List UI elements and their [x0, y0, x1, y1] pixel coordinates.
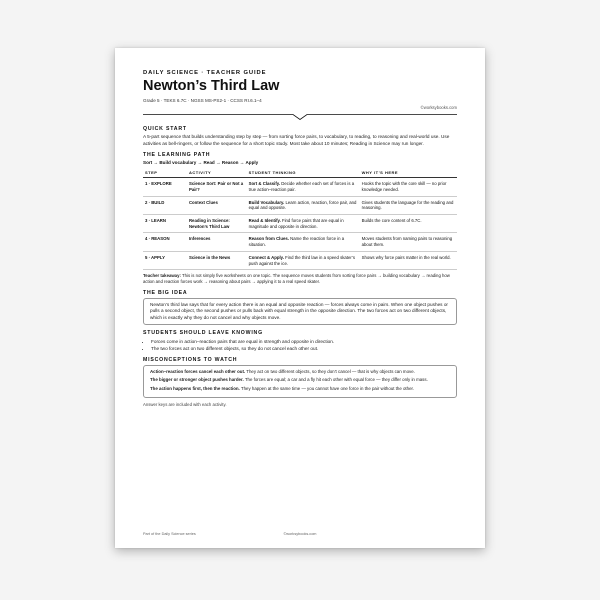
- misconception-item: [150, 386, 450, 392]
- thinking-lead: Connect & Apply.: [248, 254, 284, 260]
- misconception-item: [150, 369, 450, 375]
- step-cell: 5 · APPLY: [143, 251, 187, 269]
- big-idea-text: Newton’s third law says that for every action there is an equal and opposite reaction — forces always come in pairs. When one object pushes or pulls a second object, the second pushes or pulls back with equal strength in the opposite direction. The two forces act on two different objects, which is exactly why they do not cancel and why objects move.: [150, 301, 448, 320]
- column-header: ACTIVITY: [187, 168, 247, 178]
- misconception-correction: The forces are equal; a car and a fly hit each other with equal force — they differ only in mass.: [243, 377, 428, 383]
- thinking-text: Decide whether each set of forces is a true action–reaction pair.: [248, 181, 355, 192]
- misconception-claim: The action happens first, then the reaction.: [150, 385, 240, 391]
- should-know-list: [143, 338, 457, 352]
- thinking-lead: Build Vocabulary.: [248, 199, 285, 205]
- learning-path-sequence: Sort → Build vocabulary → Read → Reason → Apply: [143, 160, 259, 166]
- step-cell: 2 · BUILD: [143, 196, 187, 214]
- series-label: DAILY SCIENCE · TEACHER GUIDE: [143, 70, 267, 76]
- learning-path-heading: THE LEARNING PATH: [143, 152, 211, 159]
- learning-path-table: [143, 168, 457, 270]
- misconception-correction: They act on two different objects, so they don’t cancel — that is why objects can move.: [245, 369, 415, 375]
- step-cell: 4 · REASON: [143, 233, 187, 251]
- misconceptions-box: [143, 365, 457, 397]
- misconception-claim: The bigger or stronger object pushes harder.: [150, 377, 244, 383]
- thinking-cell: [247, 215, 360, 233]
- list-item: • Forces come in action–reaction pairs that are equal in strength and opposite in direction.: [151, 338, 457, 345]
- thinking-text: Name the reaction force in a situation.: [248, 236, 345, 248]
- thinking-lead: Sort & Classify.: [248, 181, 281, 187]
- activity-cell: Science Sort: Pair or Not a Pair?: [187, 178, 247, 196]
- big-idea-box: [143, 298, 457, 325]
- activity-cell: Context Clues: [187, 196, 247, 214]
- table-row: [143, 251, 457, 269]
- misconception-correction: They happen at the same time — you cannot have one force in the pair without the other.: [239, 385, 414, 391]
- why-cell: Shows why force pairs matter in the real world.: [360, 251, 457, 269]
- should-know-heading: STUDENTS SHOULD LEAVE KNOWING: [143, 330, 263, 337]
- why-cell: Builds the core content of 6.7C.: [360, 215, 457, 233]
- activity-cell: Science in the News: [187, 251, 247, 269]
- thinking-lead: Reason from Clues.: [248, 236, 289, 242]
- standards-line: Grade 5 · TEKS 6.7C · NGSS MS-PS2-1 · CCSS RI.6.1–4: [143, 98, 262, 104]
- takeaway-text: This is not simply five worksheets on one topic. The sequence moves students from sorting force pairs → building vocabulary → reading how action and reaction forces work → reasoning about pairs → applying it to a real speed skater.: [143, 273, 450, 285]
- list-item: • The two forces act on two different objects, so they do not cancel each other out.: [151, 345, 457, 352]
- column-header: STUDENT THINKING: [247, 168, 360, 178]
- footer-site: ©worksybooks.com: [283, 532, 317, 536]
- why-cell: Gives students the language for the reading and reasoning.: [360, 196, 457, 214]
- site-credit: ©worksybooks.com: [420, 105, 457, 111]
- table-header-row: [143, 168, 457, 178]
- table-row: [143, 215, 457, 233]
- big-idea-heading: THE BIG IDEA: [143, 289, 188, 296]
- thinking-cell: [247, 196, 360, 214]
- misconception-item: [150, 377, 450, 383]
- column-header: STEP: [143, 168, 187, 178]
- thinking-cell: [247, 233, 360, 251]
- thinking-text: Find force pairs that are equal in magnitude and opposite in direction.: [248, 218, 344, 229]
- activity-cell: Reading in Science: Newton’s Third Law: [187, 215, 247, 233]
- table-row: [143, 178, 457, 196]
- table-row: [143, 233, 457, 251]
- why-cell: Hooks the topic with the core skill — no prior knowledge needed.: [360, 178, 457, 196]
- quick-start-text: A 5-part sequence that builds understanding step by step — from sorting force pairs, to vocabulary, to reading, to reasoning and real-world use. Use activities as bell-ringers, or follow the sequence for a short topic study. Most take about 10 minutes; Reading in Science may run longer.: [143, 134, 450, 146]
- thinking-text: Find the third law in a speed skater’s push against the ice.: [248, 254, 355, 266]
- teacher-takeaway: [143, 273, 457, 285]
- activity-cell: Inferences: [187, 233, 247, 251]
- table-row: [143, 196, 457, 214]
- step-cell: 1 · EXPLORE: [143, 178, 187, 196]
- why-cell: Moves students from naming pairs to reasoning about them.: [360, 233, 457, 251]
- column-header: WHY IT’S HERE: [360, 168, 457, 178]
- step-cell: 3 · LEARN: [143, 215, 187, 233]
- answer-keys-note: Answer keys are included with each activity.: [143, 401, 227, 407]
- worksheet-page: [115, 48, 485, 548]
- quick-start-heading: QUICK START: [143, 126, 187, 133]
- thinking-cell: [247, 178, 360, 196]
- misconception-claim: Action–reaction forces cancel each other out.: [150, 369, 246, 375]
- header-divider: [143, 113, 457, 121]
- thinking-lead: Read & Identify.: [248, 218, 281, 223]
- thinking-cell: [247, 251, 360, 269]
- page-title: Newton’s Third Law: [143, 78, 280, 94]
- thinking-text: Learn action, reaction, force pair, and equal and opposite.: [248, 199, 357, 211]
- misconceptions-heading: MISCONCEPTIONS TO WATCH: [143, 357, 238, 364]
- takeaway-label: Teacher takeaway:: [143, 273, 181, 279]
- footer-series: Part of the Daily Science series: [143, 532, 196, 536]
